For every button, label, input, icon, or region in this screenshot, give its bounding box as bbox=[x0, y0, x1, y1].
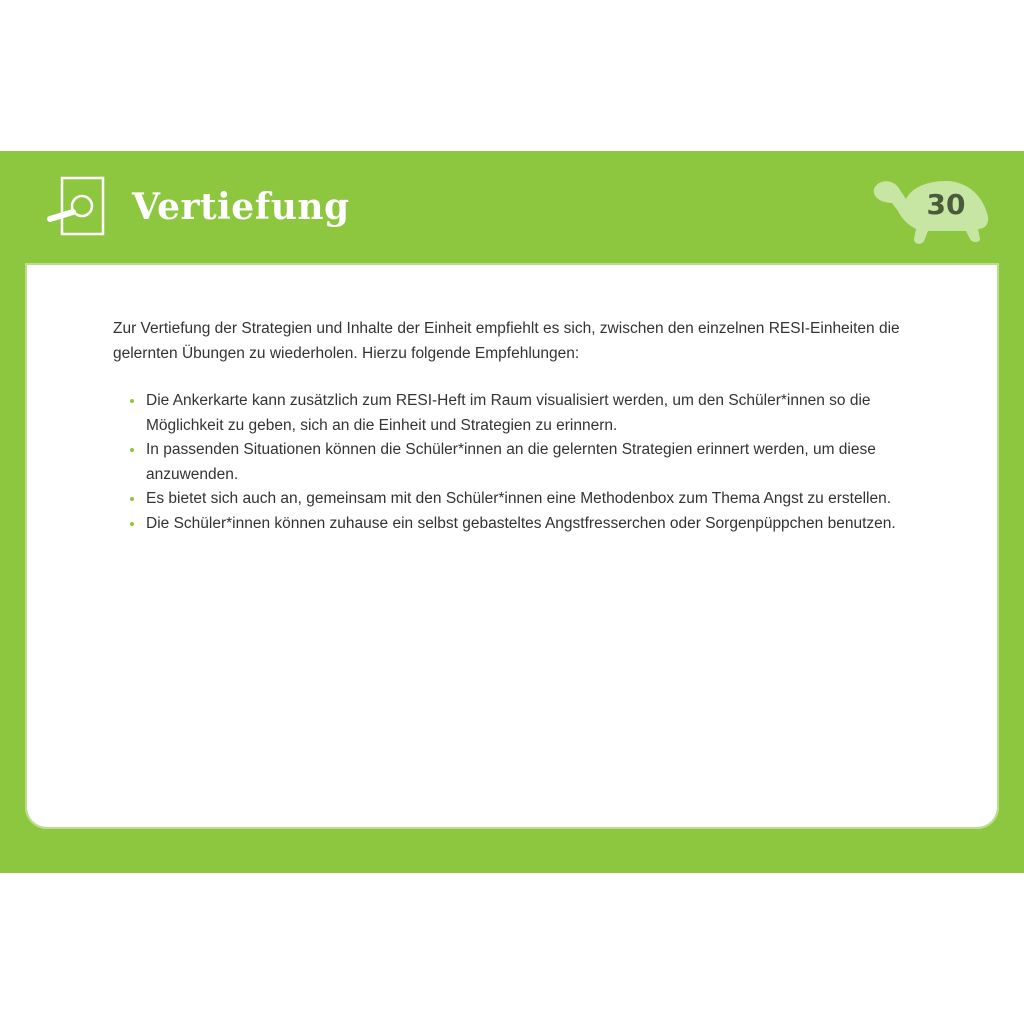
page-title: Vertiefung bbox=[132, 186, 350, 228]
list-item bbox=[128, 438, 908, 487]
list-item bbox=[128, 389, 908, 438]
content-card bbox=[0, 151, 1024, 873]
list-item-text: Die Schüler*innen können zuhause ein selbst gebasteltes Angstfresserchen oder Sorgenpüppchen benutzen. bbox=[146, 514, 896, 532]
list-item bbox=[128, 487, 908, 512]
intro-paragraph: Zur Vertiefung der Strategien und Inhalte der Einheit empfiehlt es sich, zwischen den einzelnen RESI-Einheiten die gelernten Übungen zu wiederholen. Hierzu folgende Empfehlungen: bbox=[113, 320, 900, 362]
magnifier-document-icon bbox=[44, 175, 108, 239]
bullet-icon bbox=[130, 497, 134, 501]
bullet-icon bbox=[130, 522, 134, 526]
bullet-icon bbox=[130, 399, 134, 403]
content-panel bbox=[25, 263, 999, 829]
list-item-text: Es bietet sich auch an, gemeinsam mit den Schüler*innen eine Methodenbox zum Thema Angst zu erstellen. bbox=[146, 490, 891, 507]
bullet-icon bbox=[130, 448, 134, 452]
list-item-text: In passenden Situationen können die Schüler*innen an die gelernten Strategien erinnert werden, um diese anzuwenden. bbox=[146, 441, 876, 483]
list-item bbox=[128, 512, 908, 537]
list-item-text: Die Ankerkarte kann zusätzlich zum RESI-Heft im Raum visualisiert werden, um den Schüler*innen so die Möglichkeit zu geben, sich an die Einheit und Strategien zu erinnern. bbox=[146, 392, 871, 434]
page-number: 30 bbox=[926, 188, 966, 221]
recommendation-list bbox=[128, 389, 908, 536]
